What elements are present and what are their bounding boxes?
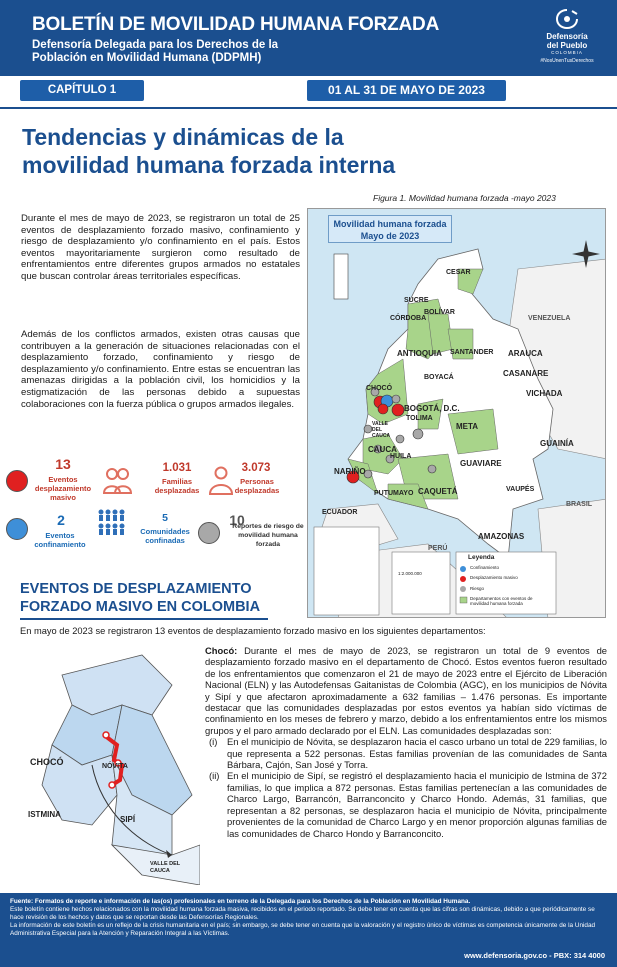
communities-icon	[96, 508, 126, 542]
families-icon	[102, 466, 132, 496]
section2-rule	[20, 618, 268, 620]
masivo-count: 13	[55, 456, 71, 472]
map-label: VENEZUELA	[528, 315, 571, 322]
paragraph-2: Además de los conflictos armados, existen otras causas que contribuyen a la generación de situaciones relacionadas con el desplazamiento forzado, confinamiento y riesgo de desplazamiento y/o confinamiento. Entre estas se encuentran las amenazas dirigidas a la población civil, los homicidios y la estigmatización de las personas debido a supuestas colaboraciones con la fuerza pública o grupos armados ilegales.	[21, 329, 300, 410]
bulletin-title: BOLETÍN DE MOVILIDAD HUMANA FORZADA	[32, 14, 440, 35]
list-item-number: (i)	[209, 736, 218, 748]
map-label: ANTIOQUIA	[397, 349, 442, 358]
map-label: PUTUMAYO	[374, 490, 414, 497]
logo-country: COLOMBIA	[551, 50, 583, 55]
map-label: CAQUETÁ	[418, 487, 458, 496]
legend-item: Riesgo	[470, 586, 485, 591]
footer	[0, 893, 617, 967]
communities-label: Comunidades confinadas	[140, 527, 190, 545]
footer-website-link[interactable]: www.defensoria.gov.co - PBX: 314 4000	[464, 951, 605, 960]
logo-text-2: del Pueblo	[546, 41, 588, 50]
map-label: VICHADA	[526, 389, 563, 398]
map-label: GUAVIARE	[460, 459, 502, 468]
valle-label: VALLE DEL CAUCA	[150, 861, 181, 874]
map-label: BOGOTÁ, D.C.	[404, 404, 460, 413]
map-label: NARIÑO	[334, 467, 366, 476]
chapter-label: CAPÍTULO 1	[20, 80, 144, 101]
map-label: GUAINÍA	[540, 439, 574, 448]
map-label: TOLIMA	[406, 415, 433, 422]
section-title: Tendencias y dinámicas de la movilidad humana forzada interna	[22, 124, 396, 178]
risk-count: 10	[229, 512, 245, 528]
footer-note-2: La información de este boletín es un reflejo de la crisis humanitaria en el país; sin embargo, se debe tener en cuenta que la valoración y el registro único de víctimas es competencia únicamente de la Unidad Administrativa Especial para la Atención y Reparación Integral a las Víctimas.	[10, 922, 596, 937]
confinement-count: 2	[57, 512, 65, 528]
map-label: BOLÍVAR	[424, 309, 455, 316]
choco-label: CHOCÓ	[30, 757, 64, 767]
subtitle-line-2: Población en Movilidad Humana (DDPMH)	[32, 52, 262, 64]
istmina-label: ISTMINA	[28, 810, 61, 819]
map-label: AMAZONAS	[478, 532, 525, 541]
masivo-label: Eventos desplazamiento masivo	[34, 475, 92, 502]
period-label: 01 AL 31 DE MAYO DE 2023	[307, 80, 506, 101]
families-label: Familias desplazadas	[154, 477, 200, 495]
header-banner	[0, 0, 617, 76]
list-item-text: En el municipio de Sipí, se registró el desplazamiento hacia el municipio de Istmina de 372 familias, lo que implica a 872 personas. Estas familias pertenecían a las comunidades de Charco Largo, Barrancón, Barranconcito y Charco Hondo. Además, 31 familias, que representan a 82 personas, se desplazaron hacia el municipio de Nóvita, principalmente provenientes de la comunidad de Charco Largo y en menor proporción algunas familias de las comunidades de Charco Hondo y Barranconcito.	[227, 770, 607, 839]
map-label: SUCRE	[404, 297, 429, 304]
map-label: PERÚ	[428, 545, 448, 552]
legend-title: Leyenda	[468, 554, 495, 561]
footer-note-1: Este boletín contiene hechos relacionados con la movilidad humana forzada masiva, recibidos en el periodo reportado. Se debe tener en cuenta que las cifras son dinámicas, debido a que periódicamente se hace revisión de los hechos y datos que se reportan desde las Defensorías Regionales.	[10, 906, 595, 921]
list-item	[209, 770, 607, 838]
legend-item: Departamentos con eventos de movilidad humana forzada	[470, 596, 533, 606]
paragraph-1: Durante el mes de mayo de 2023, se registraron un total de 25 eventos de desplazamiento forzado masivo, confinamiento y riesgo de desplazamiento y/o confinamiento en el país. Estos eventos mayoritariamente surgieron como resultado de enfrentamientos entre diferentes grupos armados no estatales que buscan controlar áreas territoriales específicas.	[21, 213, 300, 282]
logo-text-1: Defensoría	[546, 32, 588, 41]
map-scale: 1:2.000.000	[398, 571, 422, 576]
choco-lead: Chocó:	[205, 645, 238, 656]
section2-title: EVENTOS DE DESPLAZAMIENTO FORZADO MASIVO EN COLOMBIA	[20, 581, 261, 615]
list-item	[209, 736, 607, 770]
header-rule	[0, 107, 617, 109]
list-item-number: (ii)	[209, 770, 220, 782]
confinement-label: Eventos confinamiento	[34, 531, 86, 549]
legend-item: Confinamiento	[470, 565, 500, 570]
novita-label: NÓVITA	[102, 763, 128, 770]
choco-text: Durante el mes de mayo de 2023, se registraron un total de 9 eventos de desplazamiento forzado masivo en el departamento de Chocó. Estos eventos fueron resultado de los enfrentamientos que comenzaron el 21 de mayo de 2023 entre el Ejército de Liberación Nacional (ELN) y las Autodefensas Gaitanistas de Colombia (AGC), en los municipios de Nóvita y Sipí y que afectaron aproximadamente a 632 familias – 1.476 personas. Es importante destacar que las comunidades desplazadas por estos eventos ya habían sido víctimas de confinamiento en los meses de febrero y marzo, debido a los enfrentamientos entre los mismos grupos y el paro armado declarado por el ELN. Las comunidades desplazadas son:	[205, 645, 607, 736]
map-label: VALLE DEL CAUCA	[372, 421, 391, 439]
defensoria-logo	[532, 8, 602, 74]
masivo-marker-icon	[6, 470, 28, 492]
risk-marker-icon	[198, 522, 220, 544]
map-label: CAUCA	[368, 445, 397, 454]
map-label: CHOCÓ	[366, 385, 393, 392]
map-label: CASANARE	[503, 369, 549, 378]
defensoria-emblem-icon	[554, 8, 580, 30]
map-label: META	[456, 422, 479, 431]
figure-caption: Figura 1. Movilidad humana forzada -mayo 2023	[373, 193, 556, 203]
colombia-map	[307, 208, 606, 618]
families-count: 1.031	[162, 462, 192, 474]
map-label: HUILA	[390, 453, 412, 460]
map-title-line-1: Movilidad humana forzada	[333, 219, 447, 229]
map-label: ECUADOR	[322, 509, 358, 516]
footer-source: Fuente: Formatos de reporte e información de las(os) profesionales en terreno de la Delegada para los Derechos de la Población en Movilidad Humana.	[10, 898, 471, 905]
map-title	[328, 215, 452, 243]
subtitle-line-1: Defensoría Delegada para los Derechos de la	[32, 39, 279, 51]
logo-hashtag: #NosUnenTusDerechos	[540, 58, 594, 64]
communities-count: 5	[162, 512, 168, 524]
bulletin-subtitle	[32, 39, 332, 65]
list-item-text: En el municipio de Nóvita, se desplazaron hacia el casco urbano un total de 229 familias, lo que representa a 522 personas. Estas familias provenían de las comunidades de Santa Bárbara, Cajón, San José y Torra.	[227, 736, 607, 771]
persons-count: 3.073	[241, 462, 271, 474]
map-label: VAUPÉS	[506, 486, 535, 493]
choco-section	[205, 645, 607, 839]
sipi-label: SIPÍ	[120, 815, 136, 824]
map-label: CÓRDOBA	[390, 315, 427, 322]
map-label: SANTANDER	[450, 349, 494, 356]
map-label: BRASIL	[566, 501, 593, 508]
risk-label: Reportes de riesgo de movilidad humana forzada	[232, 523, 304, 548]
map-label: CESAR	[446, 269, 471, 276]
section2-intro: En mayo de 2023 se registraron 13 eventos de desplazamiento forzado masivo en los siguientes departamentos:	[20, 626, 486, 636]
map-title-line-2: Mayo de 2023	[360, 231, 420, 241]
confinement-marker-icon	[6, 518, 28, 540]
legend-item: Desplazamiento masivo	[470, 575, 518, 580]
choco-map	[22, 645, 200, 885]
map-label: BOYACÁ	[424, 374, 454, 381]
map-label: ARAUCA	[508, 349, 543, 358]
persons-label: Personas desplazadas	[234, 477, 280, 495]
